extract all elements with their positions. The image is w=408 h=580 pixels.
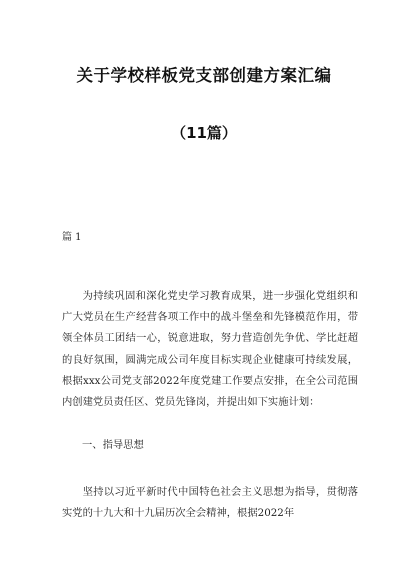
section-label: 篇 1 [62, 232, 82, 243]
section-heading: 一、指导思想 [82, 439, 144, 451]
document-title: 关于学校样板党支部创建方案汇编 [76, 66, 332, 85]
intro-paragraph: 为持续巩固和深化党史学习教育成果，进一步强化党组织和广大党员在生产经营各项工作中的战斗堡垒和先锋模范作用，带领全体员工团结一心，锐意进取，努力营造创先争优、学比赶超的良好氛围，圆满完成公司年度目标实现企业健康可持续发展，根据xxx公司党支部2022年度党建工作要点安排，在全公司范围内创建党员责任区、党员先锋岗，并提出如下实施计划： [62, 290, 358, 409]
document-subtitle: （11篇） [171, 124, 237, 142]
guide-paragraph: 坚持以习近平新时代中国特色社会主义思想为指导，贯彻落实党的十九大和十九届历次全会精神，根据2022年 [62, 486, 358, 520]
